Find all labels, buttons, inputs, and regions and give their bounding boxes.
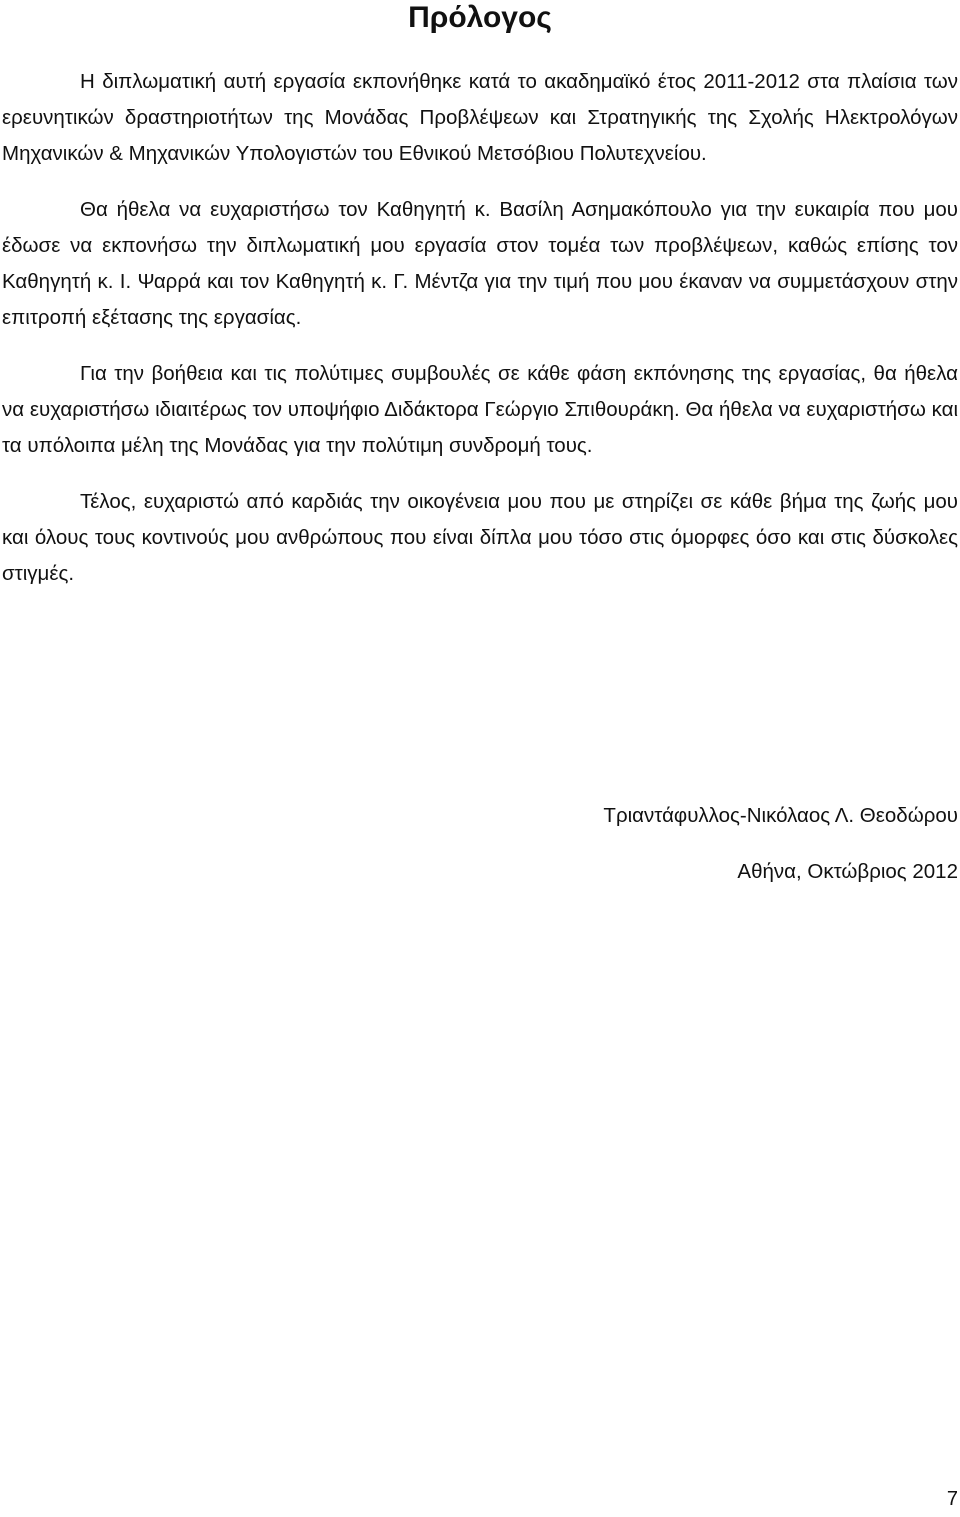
signature-name: Τριαντάφυλλος-Νικόλαος Λ. Θεοδώρου [603,804,958,827]
preface-body [2,64,958,612]
page-title: Πρόλογος [408,1,552,34]
paragraph-thanks-advisor: Για την βοήθεια και τις πολύτιμες συμβουλές σε κάθε φάση εκπόνησης της εργασίας, θα ήθελα να ευχαριστήσω ιδιαιτέρως τον υποψήφιο Διδάκτορα Γεώργιο Σπιθουράκη. Θα ήθελα να ευχαριστήσω και τα υπόλοιπα μέλη της Μονάδας για την πολύτιμη συνδρομή τους. [2,362,958,457]
paragraph-thanks-professors: Θα ήθελα να ευχαριστήσω τον Καθηγητή κ. Βασίλη Ασημακόπουλο για την ευκαιρία που μου έδωσε να εκπονήσω την διπλωματική μου εργασία στον τομέα των προβλέψεων, καθώς επίσης τον Καθηγητή κ. Ι. Ψαρρά και τον Καθηγητή κ. Γ. Μέντζα για την τιμή που μου έκαναν να συμμετάσχουν στην επιτροπή εξέτασης της εργασίας. [2,198,958,329]
paragraph-thanks-family: Τέλος, ευχαριστώ από καρδιάς την οικογένεια μου που με στηρίζει σε κάθε βήμα της ζωής μου και όλους τους κοντινούς μου ανθρώπους που είναι δίπλα μου τόσο στις όμορφες όσο και στις δύσκολες στιγμές. [2,490,958,585]
paragraph-intro: Η διπλωματική αυτή εργασία εκπονήθηκε κατά το ακαδημαϊκό έτος 2011-2012 στα πλαίσια των ερευνητικών δραστηριοτήτων της Μονάδας Προβλέψεων και Στρατηγικής της Σχολής Ηλεκτρολόγων Μηχανικών & Μηχανικών Υπολογιστών του Εθνικού Μετσόβιου Πολυτεχνείου. [2,70,958,165]
page-number: 7 [946,1488,958,1510]
signature-place-date: Αθήνα, Οκτώβριος 2012 [737,860,958,883]
